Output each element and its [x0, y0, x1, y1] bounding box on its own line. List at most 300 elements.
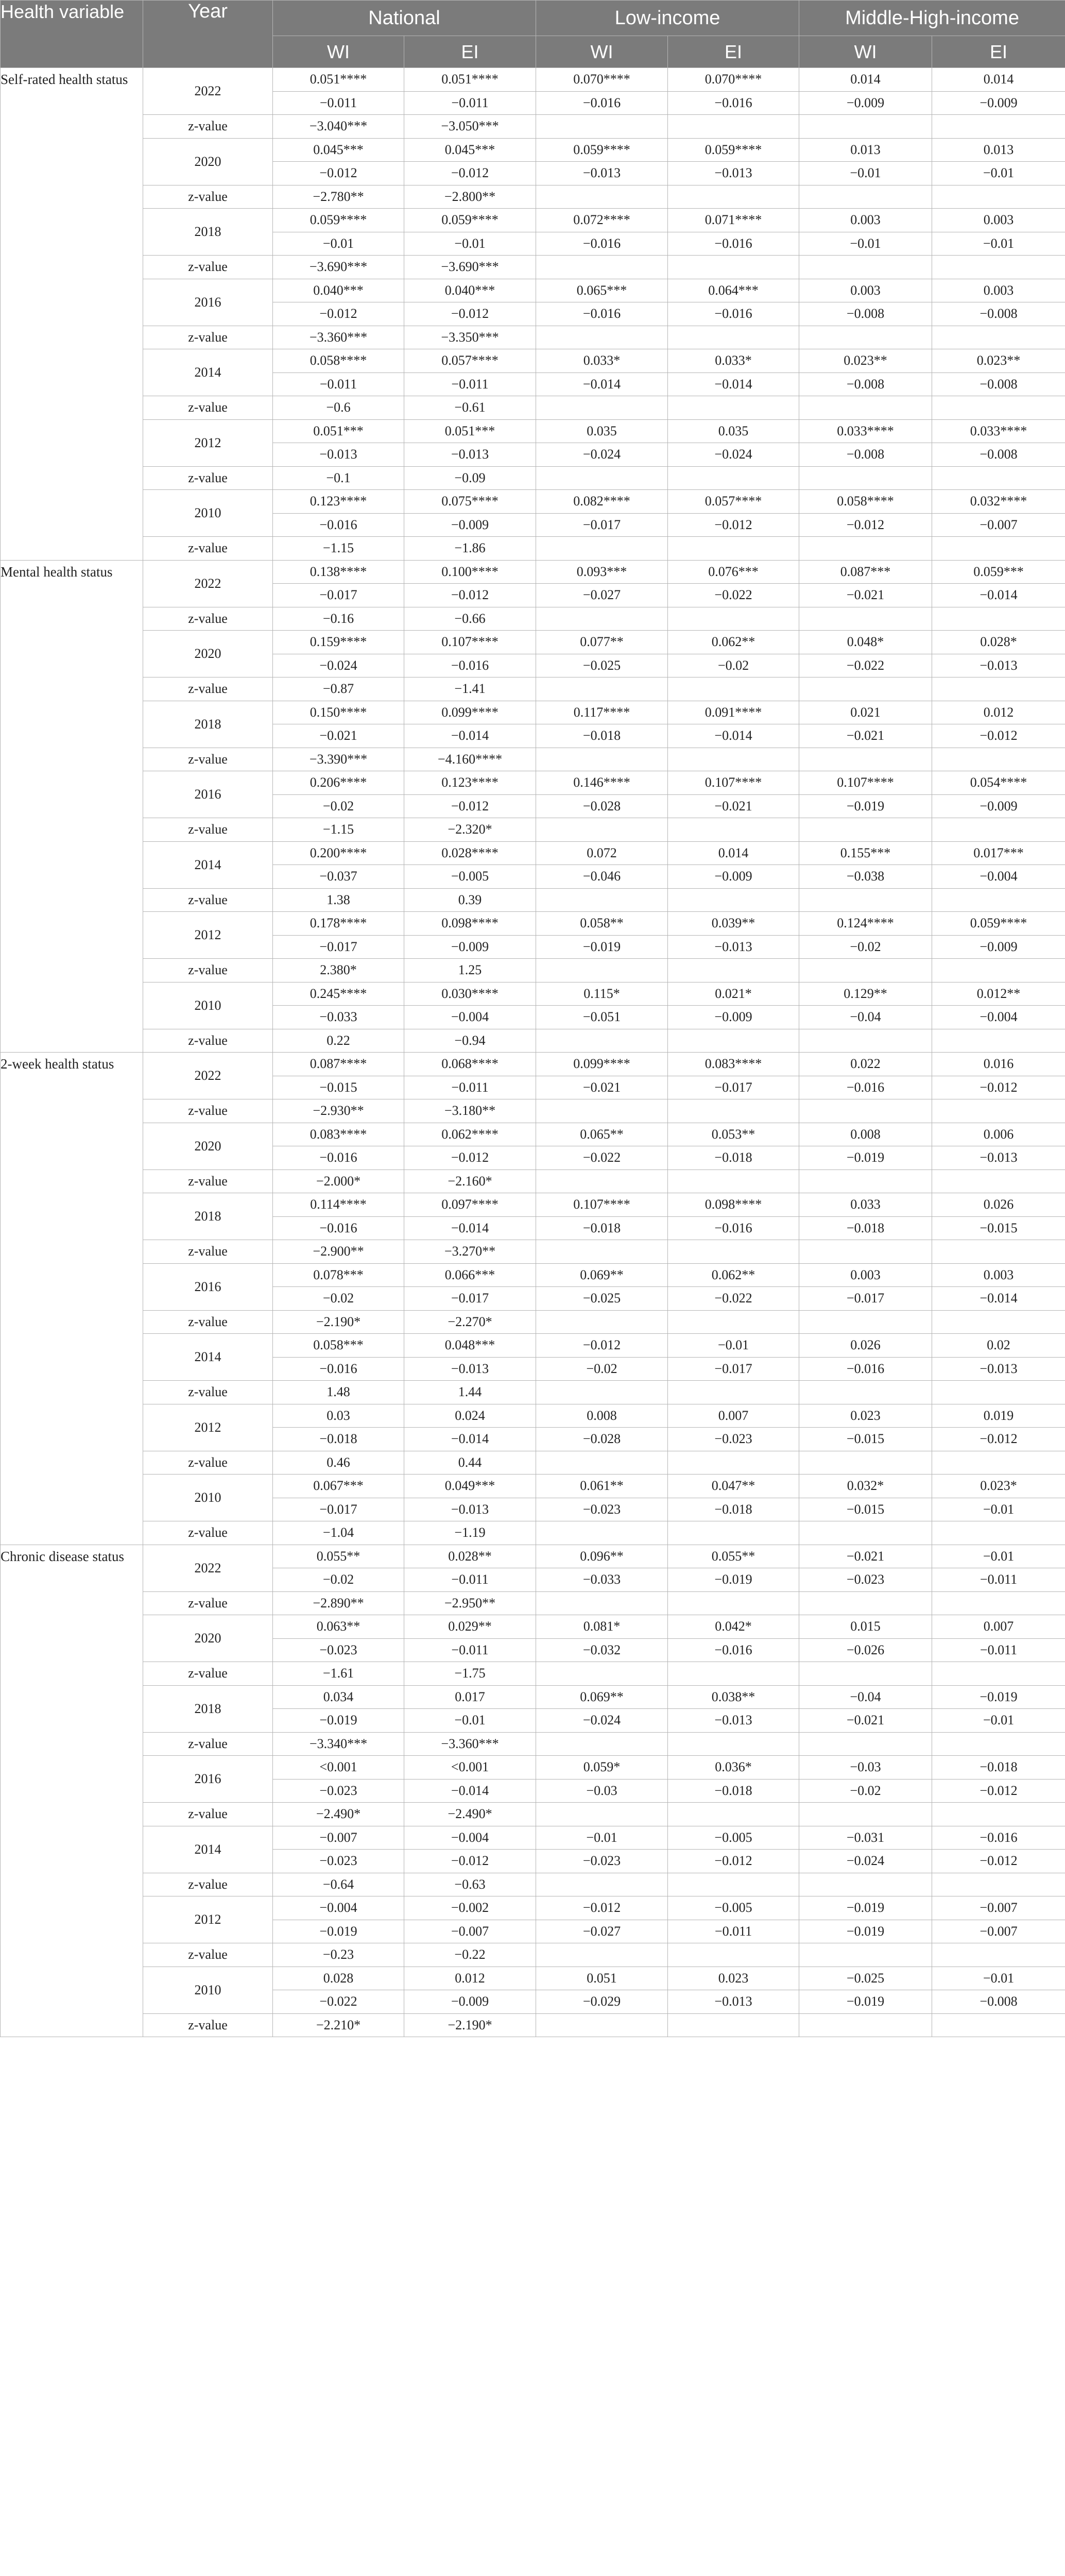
z-value-cell: 0.44 — [404, 1451, 536, 1475]
standard-error-cell: −0.019 — [799, 1146, 932, 1170]
coefficient-cell: 0.138**** — [273, 560, 404, 584]
standard-error-cell: −0.019 — [273, 1920, 404, 1943]
coefficient-cell: 0.107**** — [536, 1193, 668, 1217]
z-value-cell: −0.6 — [273, 396, 404, 420]
coefficient-cell: −0.002 — [404, 1896, 536, 1920]
table-row — [1, 1053, 1065, 1076]
empty-cell — [932, 1381, 1065, 1404]
empty-cell — [932, 818, 1065, 842]
empty-cell — [668, 1873, 799, 1896]
standard-error-cell: −0.022 — [799, 654, 932, 677]
z-value-cell: −1.61 — [273, 1662, 404, 1686]
empty-cell — [932, 1170, 1065, 1193]
coefficient-cell: 0.013 — [799, 138, 932, 162]
coefficient-cell: 0.059* — [536, 1756, 668, 1780]
z-value-label: z-value — [143, 537, 273, 561]
empty-cell — [668, 1170, 799, 1193]
coefficient-cell: −0.01 — [932, 1967, 1065, 1990]
standard-error-cell: −0.014 — [404, 1428, 536, 1451]
coefficient-cell: 0.062** — [668, 631, 799, 654]
coefficient-cell: 0.059**** — [404, 209, 536, 232]
standard-error-cell: −0.008 — [799, 372, 932, 396]
standard-error-cell: −0.012 — [404, 1850, 536, 1873]
standard-error-cell: −0.021 — [799, 724, 932, 748]
standard-error-cell: −0.011 — [273, 372, 404, 396]
standard-error-cell: −0.015 — [799, 1428, 932, 1451]
coefficient-cell: 0.023** — [799, 349, 932, 373]
coefficient-cell: 0.123**** — [404, 771, 536, 795]
empty-cell — [799, 1170, 932, 1193]
standard-error-cell: −0.012 — [799, 513, 932, 537]
coefficient-cell: 0.028 — [273, 1967, 404, 1990]
coefficient-cell: 0.091**** — [668, 701, 799, 724]
z-value-cell: −3.050*** — [404, 115, 536, 139]
coefficient-cell: 0.003 — [799, 279, 932, 302]
standard-error-cell: −0.016 — [668, 1216, 799, 1240]
year-cell: 2010 — [143, 490, 273, 537]
z-value-cell: −1.15 — [273, 537, 404, 561]
coefficient-cell: 0.075**** — [404, 490, 536, 514]
empty-cell — [932, 1029, 1065, 1053]
standard-error-cell: −0.016 — [668, 302, 799, 326]
standard-error-cell: −0.04 — [799, 1006, 932, 1029]
standard-error-cell: −0.019 — [799, 1920, 932, 1943]
coefficient-cell: −0.03 — [799, 1756, 932, 1780]
year-cell: 2020 — [143, 631, 273, 677]
standard-error-cell: −0.012 — [404, 794, 536, 818]
coefficient-cell: 0.024 — [404, 1404, 536, 1428]
empty-cell — [668, 888, 799, 912]
standard-error-cell: −0.01 — [273, 232, 404, 256]
z-value-cell: −3.040*** — [273, 115, 404, 139]
coefficient-cell: −0.018 — [932, 1756, 1065, 1780]
z-value-label: z-value — [143, 1873, 273, 1896]
standard-error-cell: −0.024 — [273, 654, 404, 677]
empty-cell — [932, 959, 1065, 982]
empty-cell — [799, 256, 932, 279]
z-value-cell: −0.87 — [273, 677, 404, 701]
empty-cell — [668, 1591, 799, 1615]
z-value-cell: −2.270* — [404, 1310, 536, 1334]
standard-error-cell: −0.02 — [273, 1287, 404, 1311]
coefficient-cell: 0.042* — [668, 1615, 799, 1639]
z-value-cell: −3.690*** — [404, 256, 536, 279]
coefficient-cell: 0.035 — [536, 419, 668, 443]
standard-error-cell: −0.03 — [536, 1779, 668, 1803]
z-value-label: z-value — [143, 1029, 273, 1053]
empty-cell — [536, 1170, 668, 1193]
z-value-cell: −2.950** — [404, 1591, 536, 1615]
standard-error-cell: −0.013 — [932, 654, 1065, 677]
standard-error-cell: −0.017 — [273, 935, 404, 959]
standard-error-cell: −0.019 — [668, 1568, 799, 1592]
standard-error-cell: −0.011 — [404, 1076, 536, 1099]
standard-error-cell: −0.037 — [273, 865, 404, 889]
coefficient-cell: <0.001 — [404, 1756, 536, 1780]
empty-cell — [668, 466, 799, 490]
coefficient-cell: 0.003 — [932, 1263, 1065, 1287]
coefficient-cell: 0.021* — [668, 982, 799, 1006]
z-value-label: z-value — [143, 1521, 273, 1545]
coefficient-cell: 0.021 — [799, 701, 932, 724]
coefficient-cell: 0.038** — [668, 1685, 799, 1709]
z-value-cell: −0.1 — [273, 466, 404, 490]
empty-cell — [799, 607, 932, 631]
standard-error-cell: −0.013 — [668, 1990, 799, 2014]
empty-cell — [932, 677, 1065, 701]
coefficient-cell: 0.017*** — [932, 841, 1065, 865]
empty-cell — [668, 396, 799, 420]
coefficient-cell: 0.123**** — [273, 490, 404, 514]
year-cell: 2010 — [143, 1475, 273, 1521]
coefficient-cell: 0.062**** — [404, 1123, 536, 1146]
standard-error-cell: −0.01 — [404, 232, 536, 256]
z-value-label: z-value — [143, 888, 273, 912]
standard-error-cell: −0.016 — [273, 513, 404, 537]
z-value-cell: −1.86 — [404, 537, 536, 561]
standard-error-cell: −0.004 — [932, 865, 1065, 889]
standard-error-cell: −0.005 — [404, 865, 536, 889]
empty-cell — [799, 888, 932, 912]
z-value-cell: −2.780** — [273, 185, 404, 209]
standard-error-cell: −0.014 — [404, 1216, 536, 1240]
standard-error-cell: −0.009 — [932, 91, 1065, 115]
table-row — [1, 607, 1065, 631]
z-value-label: z-value — [143, 1170, 273, 1193]
z-value-label: z-value — [143, 1803, 273, 1826]
z-value-cell: −0.22 — [404, 1943, 536, 1967]
coefficient-cell: 0.098**** — [668, 1193, 799, 1217]
coefficient-cell: 0.082**** — [536, 490, 668, 514]
coefficient-cell: 0.047** — [668, 1475, 799, 1498]
coefficient-cell: 0.114**** — [273, 1193, 404, 1217]
z-value-cell: −2.190* — [404, 2013, 536, 2037]
coefficient-cell: 0.067*** — [273, 1475, 404, 1498]
year-cell: 2016 — [143, 1756, 273, 1803]
empty-cell — [668, 1662, 799, 1686]
table-row — [1, 1943, 1065, 1967]
year-cell: 2010 — [143, 982, 273, 1029]
empty-cell — [668, 1029, 799, 1053]
empty-cell — [932, 1803, 1065, 1826]
coefficient-cell: 0.023 — [799, 1404, 932, 1428]
standard-error-cell: −0.015 — [932, 1216, 1065, 1240]
header-health-variable: Health variable — [1, 1, 143, 68]
empty-cell — [536, 2013, 668, 2037]
year-cell: 2010 — [143, 1967, 273, 2013]
coefficient-cell: 0.032* — [799, 1475, 932, 1498]
standard-error-cell: −0.014 — [932, 584, 1065, 607]
standard-error-cell: −0.017 — [273, 1498, 404, 1521]
coefficient-cell: 0.072**** — [536, 209, 668, 232]
standard-error-cell: −0.032 — [536, 1638, 668, 1662]
empty-cell — [668, 1310, 799, 1334]
standard-error-cell: −0.01 — [932, 162, 1065, 185]
empty-cell — [536, 1451, 668, 1475]
empty-cell — [932, 1943, 1065, 1967]
coefficient-cell: 0.003 — [932, 279, 1065, 302]
z-value-cell: −3.340*** — [273, 1732, 404, 1756]
standard-error-cell: −0.013 — [932, 1357, 1065, 1381]
coefficient-cell: −0.019 — [932, 1685, 1065, 1709]
z-value-cell: −3.270** — [404, 1240, 536, 1264]
standard-error-cell: −0.017 — [536, 513, 668, 537]
header-year: Year — [143, 1, 273, 68]
coefficient-cell: 0.032**** — [932, 490, 1065, 514]
table-row — [1, 279, 1065, 302]
standard-error-cell: −0.033 — [536, 1568, 668, 1592]
coefficient-cell: 0.036* — [668, 1756, 799, 1780]
standard-error-cell: −0.009 — [932, 794, 1065, 818]
year-cell: 2012 — [143, 912, 273, 959]
standard-error-cell: −0.016 — [273, 1357, 404, 1381]
standard-error-cell: −0.01 — [932, 232, 1065, 256]
empty-cell — [799, 818, 932, 842]
coefficient-cell: 0.045*** — [273, 138, 404, 162]
empty-cell — [536, 818, 668, 842]
coefficient-cell: 0.146**** — [536, 771, 668, 795]
empty-cell — [668, 818, 799, 842]
empty-cell — [799, 1521, 932, 1545]
empty-cell — [668, 256, 799, 279]
table-row — [1, 68, 1065, 92]
empty-cell — [536, 1943, 668, 1967]
empty-cell — [536, 1873, 668, 1896]
standard-error-cell: −0.02 — [668, 654, 799, 677]
z-value-label: z-value — [143, 1591, 273, 1615]
empty-cell — [668, 1943, 799, 1967]
empty-cell — [932, 607, 1065, 631]
coefficient-cell: 0.245**** — [273, 982, 404, 1006]
standard-error-cell: −0.011 — [668, 1920, 799, 1943]
year-cell: 2020 — [143, 138, 273, 185]
empty-cell — [799, 1873, 932, 1896]
standard-error-cell: −0.023 — [273, 1850, 404, 1873]
year-cell: 2014 — [143, 841, 273, 888]
table-row — [1, 1029, 1065, 1053]
empty-cell — [799, 326, 932, 349]
standard-error-cell: −0.018 — [668, 1779, 799, 1803]
standard-error-cell: −0.021 — [799, 584, 932, 607]
coefficient-cell: 0.03 — [273, 1404, 404, 1428]
table-row — [1, 2013, 1065, 2037]
standard-error-cell: −0.018 — [273, 1428, 404, 1451]
standard-error-cell: −0.023 — [536, 1850, 668, 1873]
z-value-cell: 1.48 — [273, 1381, 404, 1404]
standard-error-cell: −0.025 — [536, 654, 668, 677]
empty-cell — [536, 1381, 668, 1404]
empty-cell — [536, 1521, 668, 1545]
z-value-label: z-value — [143, 1381, 273, 1404]
z-value-cell: 1.25 — [404, 959, 536, 982]
coefficient-cell: 0.058*** — [273, 1334, 404, 1358]
header-sub-wi: WI — [536, 36, 668, 68]
table-row — [1, 1334, 1065, 1358]
health-variable-label: Mental health status — [1, 560, 143, 1053]
standard-error-cell: −0.011 — [404, 91, 536, 115]
empty-cell — [932, 888, 1065, 912]
table-row — [1, 1803, 1065, 1826]
standard-error-cell: −0.012 — [932, 1428, 1065, 1451]
z-value-cell: −1.15 — [273, 818, 404, 842]
table-row — [1, 701, 1065, 724]
coefficient-cell: 0.064*** — [668, 279, 799, 302]
standard-error-cell: −0.012 — [668, 1850, 799, 1873]
standard-error-cell: −0.021 — [799, 1709, 932, 1733]
z-value-label: z-value — [143, 256, 273, 279]
empty-cell — [668, 1240, 799, 1264]
z-value-label: z-value — [143, 677, 273, 701]
empty-cell — [668, 677, 799, 701]
standard-error-cell: −0.024 — [536, 443, 668, 467]
z-value-cell: −2.210* — [273, 2013, 404, 2037]
standard-error-cell: −0.015 — [799, 1498, 932, 1521]
coefficient-cell: 0.028**** — [404, 841, 536, 865]
z-value-label: z-value — [143, 959, 273, 982]
coefficient-cell: 0.061** — [536, 1475, 668, 1498]
standard-error-cell: −0.018 — [536, 724, 668, 748]
z-value-label: z-value — [143, 1310, 273, 1334]
coefficient-cell: 0.107**** — [668, 771, 799, 795]
standard-error-cell: −0.02 — [799, 1779, 932, 1803]
coefficient-cell: 0.107**** — [799, 771, 932, 795]
coefficient-cell: 0.099**** — [536, 1053, 668, 1076]
z-value-label: z-value — [143, 1662, 273, 1686]
z-value-cell: 1.38 — [273, 888, 404, 912]
empty-cell — [536, 1591, 668, 1615]
coefficient-cell: 0.033* — [668, 349, 799, 373]
z-value-label: z-value — [143, 1099, 273, 1123]
standard-error-cell: −0.009 — [404, 935, 536, 959]
coefficient-cell: 0.02 — [932, 1334, 1065, 1358]
empty-cell — [536, 748, 668, 771]
empty-cell — [932, 185, 1065, 209]
empty-cell — [932, 1240, 1065, 1264]
coefficient-cell: −0.007 — [932, 1896, 1065, 1920]
empty-cell — [536, 1099, 668, 1123]
coefficient-cell: 0.014 — [932, 68, 1065, 92]
coefficient-cell: 0.062** — [668, 1263, 799, 1287]
standard-error-cell: −0.014 — [404, 1779, 536, 1803]
coefficient-cell: 0.058**** — [273, 349, 404, 373]
coefficient-cell: 0.081* — [536, 1615, 668, 1639]
table-row — [1, 888, 1065, 912]
coefficient-cell: 0.012 — [404, 1967, 536, 1990]
standard-error-cell: −0.012 — [404, 584, 536, 607]
standard-error-cell: −0.009 — [799, 91, 932, 115]
empty-cell — [799, 1240, 932, 1264]
year-cell: 2016 — [143, 279, 273, 326]
coefficient-cell: 0.070**** — [668, 68, 799, 92]
standard-error-cell: −0.02 — [536, 1357, 668, 1381]
empty-cell — [932, 1521, 1065, 1545]
standard-error-cell: −0.013 — [273, 443, 404, 467]
standard-error-cell: −0.013 — [536, 162, 668, 185]
table-row — [1, 560, 1065, 584]
coefficient-cell: −0.031 — [799, 1826, 932, 1850]
empty-cell — [932, 537, 1065, 561]
z-value-label: z-value — [143, 396, 273, 420]
standard-error-cell: −0.025 — [536, 1287, 668, 1311]
table-row — [1, 1967, 1065, 1990]
empty-cell — [799, 1803, 932, 1826]
coefficient-cell: 0.098**** — [404, 912, 536, 936]
z-value-cell: −0.64 — [273, 1873, 404, 1896]
standard-error-cell: −0.011 — [404, 1638, 536, 1662]
header-group-low-income: Low-income — [536, 1, 799, 36]
standard-error-cell: −0.007 — [932, 513, 1065, 537]
empty-cell — [536, 1240, 668, 1264]
standard-error-cell: −0.028 — [536, 794, 668, 818]
z-value-cell: −1.04 — [273, 1521, 404, 1545]
standard-error-cell: −0.007 — [932, 1920, 1065, 1943]
z-value-cell: −3.360*** — [404, 1732, 536, 1756]
standard-error-cell: −0.016 — [404, 654, 536, 677]
standard-error-cell: −0.013 — [404, 1498, 536, 1521]
coefficient-cell: 0.117**** — [536, 701, 668, 724]
empty-cell — [799, 537, 932, 561]
year-cell: 2022 — [143, 68, 273, 115]
standard-error-cell: −0.011 — [932, 1568, 1065, 1592]
coefficient-cell: 0.129** — [799, 982, 932, 1006]
standard-error-cell: −0.012 — [668, 513, 799, 537]
standard-error-cell: −0.009 — [668, 865, 799, 889]
coefficient-cell: 0.040*** — [273, 279, 404, 302]
z-value-cell: 0.39 — [404, 888, 536, 912]
coefficient-cell: 0.055** — [273, 1545, 404, 1568]
coefficient-cell: 0.030**** — [404, 982, 536, 1006]
coefficient-cell: 0.033**** — [799, 419, 932, 443]
standard-error-cell: −0.019 — [273, 1709, 404, 1733]
year-cell: 2018 — [143, 209, 273, 256]
coefficient-cell: 0.028* — [932, 631, 1065, 654]
standard-error-cell: −0.012 — [932, 1850, 1065, 1873]
empty-cell — [799, 1662, 932, 1686]
standard-error-cell: −0.013 — [668, 162, 799, 185]
z-value-cell: −4.160**** — [404, 748, 536, 771]
health-variable-label: Self-rated health status — [1, 68, 143, 561]
z-value-cell: −3.690*** — [273, 256, 404, 279]
empty-cell — [799, 1591, 932, 1615]
header-group-national: National — [273, 1, 536, 36]
year-cell: 2016 — [143, 771, 273, 818]
table-row — [1, 1404, 1065, 1428]
coefficient-cell: 0.033* — [536, 349, 668, 373]
year-cell: 2022 — [143, 1053, 273, 1099]
empty-cell — [536, 959, 668, 982]
empty-cell — [536, 115, 668, 139]
empty-cell — [932, 1451, 1065, 1475]
coefficient-cell: 0.039** — [668, 912, 799, 936]
standard-error-cell: −0.004 — [932, 1006, 1065, 1029]
empty-cell — [536, 607, 668, 631]
standard-error-cell: −0.016 — [536, 302, 668, 326]
coefficient-cell: 0.017 — [404, 1685, 536, 1709]
standard-error-cell: −0.015 — [273, 1076, 404, 1099]
coefficient-cell: 0.063** — [273, 1615, 404, 1639]
standard-error-cell: −0.016 — [799, 1076, 932, 1099]
table-row — [1, 1545, 1065, 1568]
header-sub-wi: WI — [799, 36, 932, 68]
standard-error-cell: −0.017 — [273, 584, 404, 607]
empty-cell — [799, 2013, 932, 2037]
z-value-label: z-value — [143, 2013, 273, 2037]
table-row — [1, 1521, 1065, 1545]
table-row — [1, 1123, 1065, 1146]
coefficient-cell: 0.065** — [536, 1123, 668, 1146]
coefficient-cell: −0.01 — [536, 1826, 668, 1850]
standard-error-cell: −0.01 — [799, 232, 932, 256]
